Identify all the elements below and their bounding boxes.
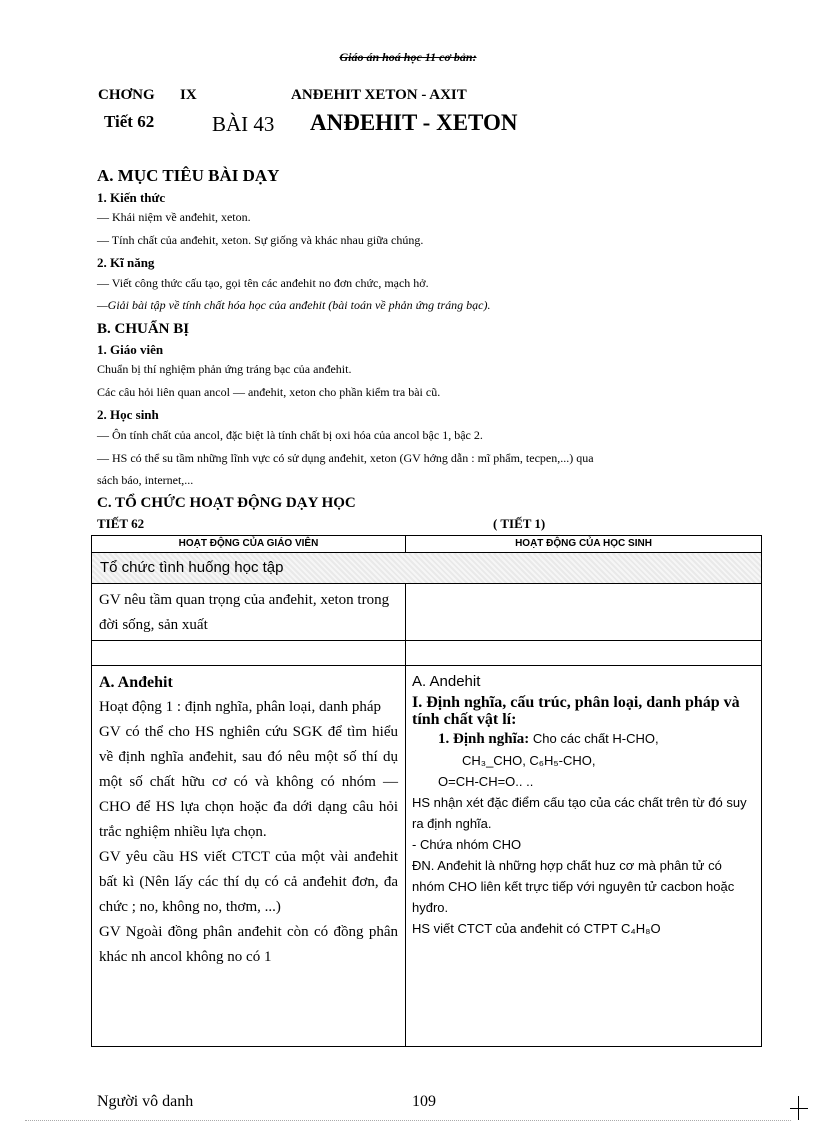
section-b-title: B. CHUẨN BỊ (97, 321, 190, 337)
section-a-title: A. MỤC TIÊU BÀI DẠY (97, 166, 280, 185)
skills-line: —Giải bài tập về tính chất hóa học của anđehit (bài toán về phản ứng tráng bạc). (97, 298, 491, 312)
definition-line (412, 728, 755, 750)
chapter-label: CHƠNG (98, 87, 155, 103)
teacher-paragraph: GV yêu cầu HS viết CTCT của một vài anđehit bất kì (Nên lấy các thí dụ có cả anđehit đơn, đa chức ; no, không no, thơm, ...) (99, 849, 398, 915)
student-prep-line: — HS có thể su tầm những lĩnh vực có sử dụng anđehit, xeton (GV hớng dẫn : mĩ phẩm, tecpen,...) qua (97, 451, 594, 465)
lesson-plan-table (91, 535, 762, 1047)
student-prep-line: — Ôn tính chất của ancol, đặc biệt là tính chất bị oxi hóa của ancol bậc 1, bậc 2. (97, 428, 483, 442)
student-line: HS viết CTCT của anđehit có CTPT C₄H₈O (412, 921, 661, 936)
teacher-paragraph: GV Ngoài đồng phân anđehit còn có đồng phân khác nh ancol không no có 1 (99, 924, 398, 965)
formula-line: CH₃_CHO, C₆H₅-CHO, (462, 753, 596, 768)
situation-teacher: GV nêu tầm quan trọng của anđehit, xeton trong đời sống, sản xuất (92, 584, 406, 641)
teacher-paragraph: Hoạt động 1 : định nghĩa, phân loại, danh pháp (99, 699, 382, 715)
chapter-number: IX (180, 87, 197, 103)
teacher-prep-title: 1. Giáo viên (97, 342, 164, 357)
empty-cell (92, 641, 406, 666)
student-prep-title: 2. Học sinh (97, 407, 159, 422)
situation-student (406, 584, 762, 641)
student-line: - Chứa nhóm CHO (412, 837, 522, 852)
table-header-row (92, 536, 762, 553)
lesson-title: ANĐEHIT - XETON (310, 110, 518, 135)
definition-text: Cho các chất H-CHO, (529, 731, 659, 746)
skills-line: — Viết công thức cấu tạo, gọi tên các anđehit no đơn chức, mạch hở. (97, 276, 429, 290)
bottom-divider (25, 1120, 791, 1121)
footer-author: Người vô danh (97, 1093, 194, 1110)
situation-title: Tổ chức tình huống học tập (92, 553, 762, 584)
teacher-prep-line: Các câu hỏi liên quan ancol — anđehit, xeton cho phần kiểm tra bài cũ. (97, 385, 441, 399)
table-row (92, 666, 762, 1047)
skills-title: 2. Kĩ năng (97, 255, 155, 270)
teacher-paragraph: GV có thể cho HS nghiên cứu SGK để tìm hiểu về định nghĩa anđehit, sau đó nêu một số thí dụ một số chất hữu cơ có và không có nhóm — CHO để HS lựa chọn hoặc đa dới dạng câu hỏi trắc nghiệm nhiều lựa chọn. (99, 724, 398, 840)
table-row (92, 584, 762, 641)
teacher-prep-line: Chuẩn bị thí nghiệm phản ứng tráng bạc của anđehit. (97, 362, 352, 376)
formula-line: O=CH-CH=O.. .. (438, 774, 534, 789)
student-prep-line: sách báo, internet,... (97, 473, 194, 487)
table-row (92, 641, 762, 666)
student-line: ĐN. Anđehit là những hợp chất huz cơ mà phân tử có nhóm CHO liên kết trực tiếp với nguyên tử cacbon hoặc hyđro. (412, 858, 735, 915)
col-teacher-header: HOẠT ĐỘNG CỦA GIÁO VIÊN (92, 536, 406, 553)
lesson-period: Tiết 62 (104, 112, 155, 131)
document-header-title: Giáo án hoá học 11 cơ bản: (339, 50, 477, 64)
definition-label: 1. Định nghĩa: (438, 731, 530, 747)
student-section-title: I. Định nghĩa, cấu trúc, phân loại, danh pháp và tính chất vật lí: (412, 694, 740, 728)
knowledge-title: 1. Kiến thức (97, 190, 166, 205)
student-col-heading: A. Andehit (412, 673, 481, 690)
crop-mark (790, 1108, 808, 1109)
section-c-period-note: ( TIẾT 1) (493, 516, 546, 531)
section-c-title: C. TỔ CHỨC HOẠT ĐỘNG DẠY HỌC (97, 495, 356, 511)
student-line: HS nhận xét đặc điểm cấu tạo của các chất trên từ đó suy ra định nghĩa. (412, 795, 747, 831)
teacher-activity-cell (92, 666, 406, 1047)
table-row (92, 553, 762, 584)
lesson-number: BÀI 43 (212, 112, 275, 136)
footer-page-number: 109 (412, 1093, 436, 1110)
knowledge-line: — Tính chất của anđehit, xeton. Sự giống và khác nhau giữa chúng. (97, 233, 424, 247)
student-activity-cell (406, 666, 762, 1047)
knowledge-line: — Khái niệm về anđehit, xeton. (97, 210, 251, 224)
section-c-period: TIẾT 62 (97, 516, 145, 531)
empty-cell (406, 641, 762, 666)
col-student-header: HOẠT ĐỘNG CỦA HỌC SINH (406, 536, 762, 553)
chapter-title: ANĐEHIT XETON - AXIT (291, 87, 467, 103)
teacher-col-heading: A. Anđehit (99, 674, 173, 691)
